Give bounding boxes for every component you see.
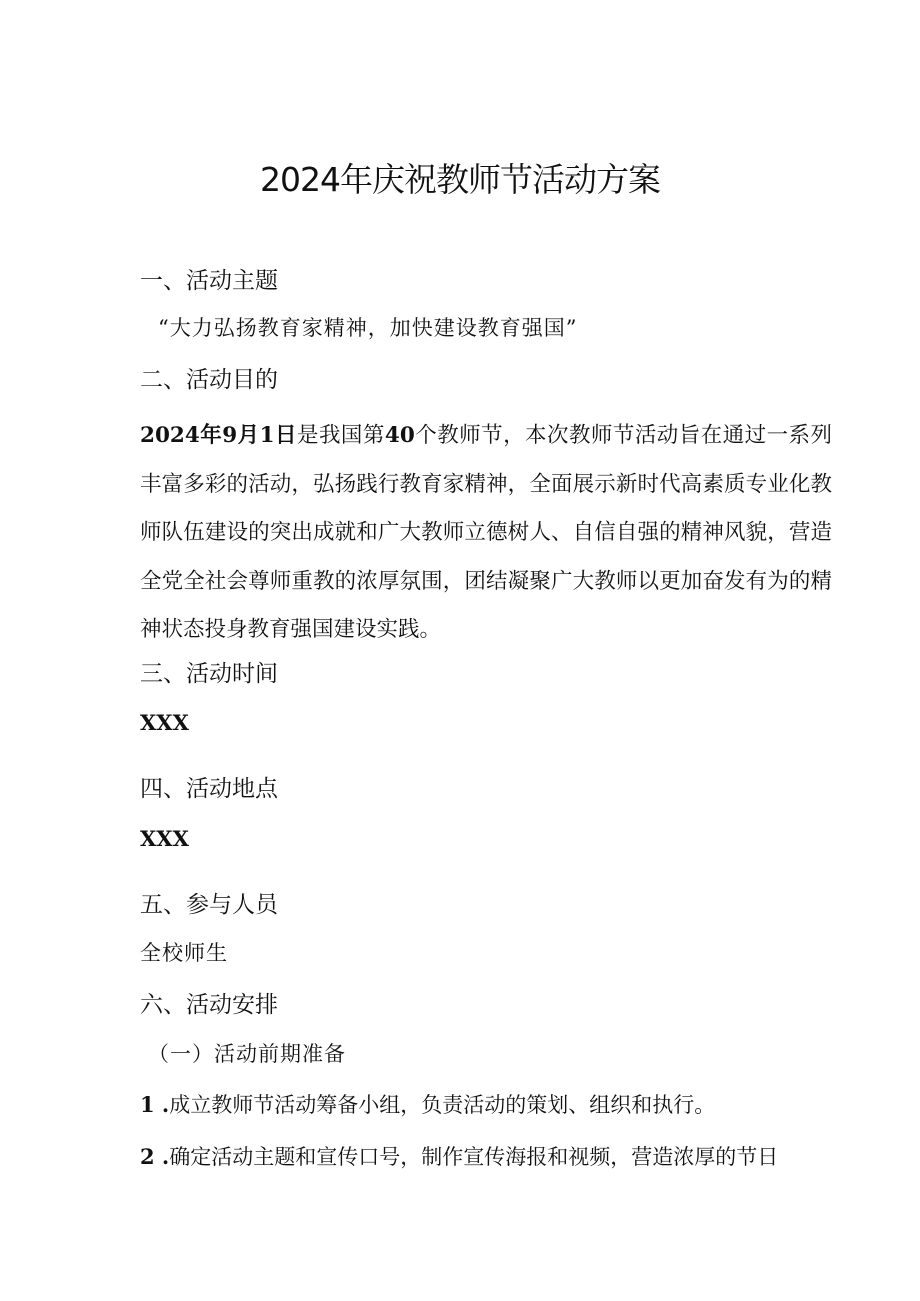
section-heading-arrangement: 六、活动安排: [140, 992, 278, 1018]
purpose-paragraph: [140, 412, 832, 655]
item-number: 2 .: [140, 1144, 170, 1169]
section-heading-purpose: 二、活动目的: [140, 367, 278, 393]
arrangement-item: [140, 1142, 840, 1172]
section-heading-location: 四、活动地点: [140, 776, 278, 802]
purpose-date: 2024年9月1日: [140, 423, 298, 448]
arrangement-subheading: （一）活动前期准备: [148, 1042, 346, 1066]
document-title: 2024年庆祝教师节活动方案: [260, 160, 660, 199]
purpose-number: 40: [384, 423, 415, 448]
theme-quote: “大力弘扬教育家精神，加快建设教育强国”: [158, 316, 578, 340]
purpose-text-b: 个教师节，本次教师节活动旨在通过一系列丰富多彩的活动，弘扬践行教育家精神，全面展示新时代高素质专业化教师队伍建设的突出成就和广大教师立德树人、自信自强的精神风貌，营造全党全社会尊师重教的浓厚氛围，团结凝聚广大教师以更加奋发有为的精神状态投身教育强国建设实践。: [140, 423, 832, 642]
arrangement-item: [140, 1090, 840, 1120]
participants-value: 全校师生: [140, 941, 228, 965]
section-heading-participants: 五、参与人员: [140, 892, 278, 918]
section-heading-time: 三、活动时间: [140, 661, 278, 687]
item-text: 确定活动主题和宣传口号，制作宣传海报和视频，营造浓厚的节日: [169, 1145, 779, 1169]
time-value: XXX: [140, 710, 189, 735]
purpose-text-a: 是我国第: [297, 423, 385, 448]
section-heading-theme: 一、活动主题: [140, 268, 278, 294]
item-number: 1 .: [140, 1092, 170, 1117]
location-value: XXX: [140, 826, 189, 851]
item-text: 成立教师节活动筹备小组，负责活动的策划、组织和执行。: [169, 1093, 716, 1117]
